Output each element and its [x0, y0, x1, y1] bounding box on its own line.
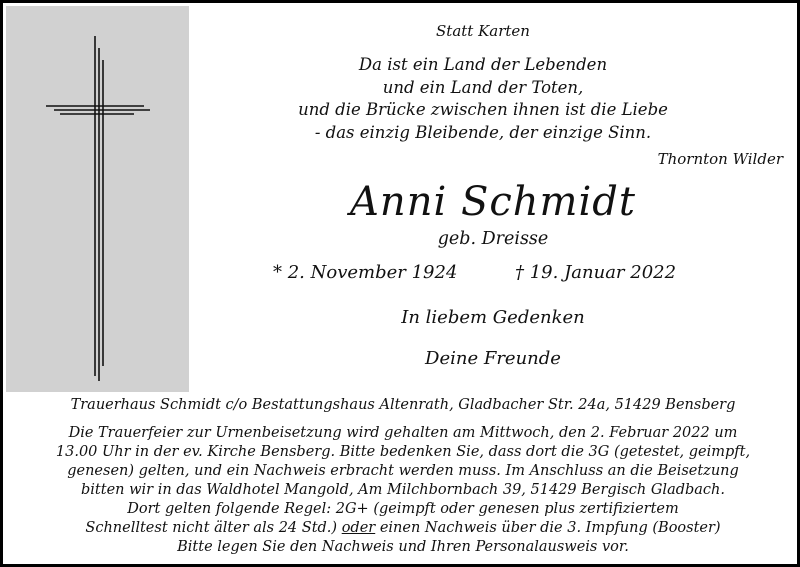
death-date: † 19. Januar 2022	[515, 262, 677, 283]
signature-line: Deine Freunde	[425, 348, 561, 369]
info-line: genesen) gelten, und ein Nachweis erbracht werden muss. Im Anschluss an die Beisetzung	[67, 463, 739, 479]
mourning-address: Trauerhaus Schmidt c/o Bestattungshaus Altenrath, Gladbacher Str. 24a, 51429 Bensberg	[70, 397, 736, 413]
info-line	[13, 519, 793, 538]
birth-date: * 2. November 1924	[273, 262, 458, 283]
notice-header: Statt Karten	[436, 22, 530, 40]
side-panel	[6, 6, 189, 392]
poem-line: - das einzig Bleibende, der einzige Sinn.	[314, 122, 652, 142]
info-line: Dort gelten folgende Regel: 2G+ (geimpft oder genesen plus zertifiziertem	[127, 501, 679, 517]
poem-author: Thornton Wilder	[657, 150, 783, 168]
poem	[243, 54, 723, 144]
ceremony-info	[13, 424, 793, 557]
info-line: Die Trauerfeier zur Urnenbeisetzung wird gehalten am Mittwoch, den 2. Februar 2022 um	[68, 425, 738, 441]
info-line: bitten wir in das Waldhotel Mangold, Am Milchbornbach 39, 51429 Bergisch Gladbach.	[81, 482, 725, 498]
cross-icon	[46, 36, 156, 381]
poem-line: und ein Land der Toten,	[382, 77, 584, 97]
remembrance-line: In liebem Gedenken	[401, 307, 585, 328]
poem-line: Da ist ein Land der Lebenden	[358, 55, 608, 74]
poem-line: und die Brücke zwischen ihnen ist die Liebe	[298, 100, 668, 119]
info-text: Schnelltest nicht älter als 24 Std.)	[85, 520, 342, 536]
info-line: 13.00 Uhr in der ev. Kirche Bensberg. Bitte bedenken Sie, dass dort die 3G (getestet, geimpft,	[55, 444, 751, 460]
underlined-word: oder	[341, 520, 376, 536]
deceased-name: Anni Schmidt	[350, 179, 636, 225]
info-line: Bitte legen Sie den Nachweis und Ihren Personalausweis vor.	[177, 539, 629, 555]
maiden-name: geb. Dreisse	[437, 229, 549, 249]
info-text: einen Nachweis über die 3. Impfung (Booster)	[375, 520, 721, 536]
